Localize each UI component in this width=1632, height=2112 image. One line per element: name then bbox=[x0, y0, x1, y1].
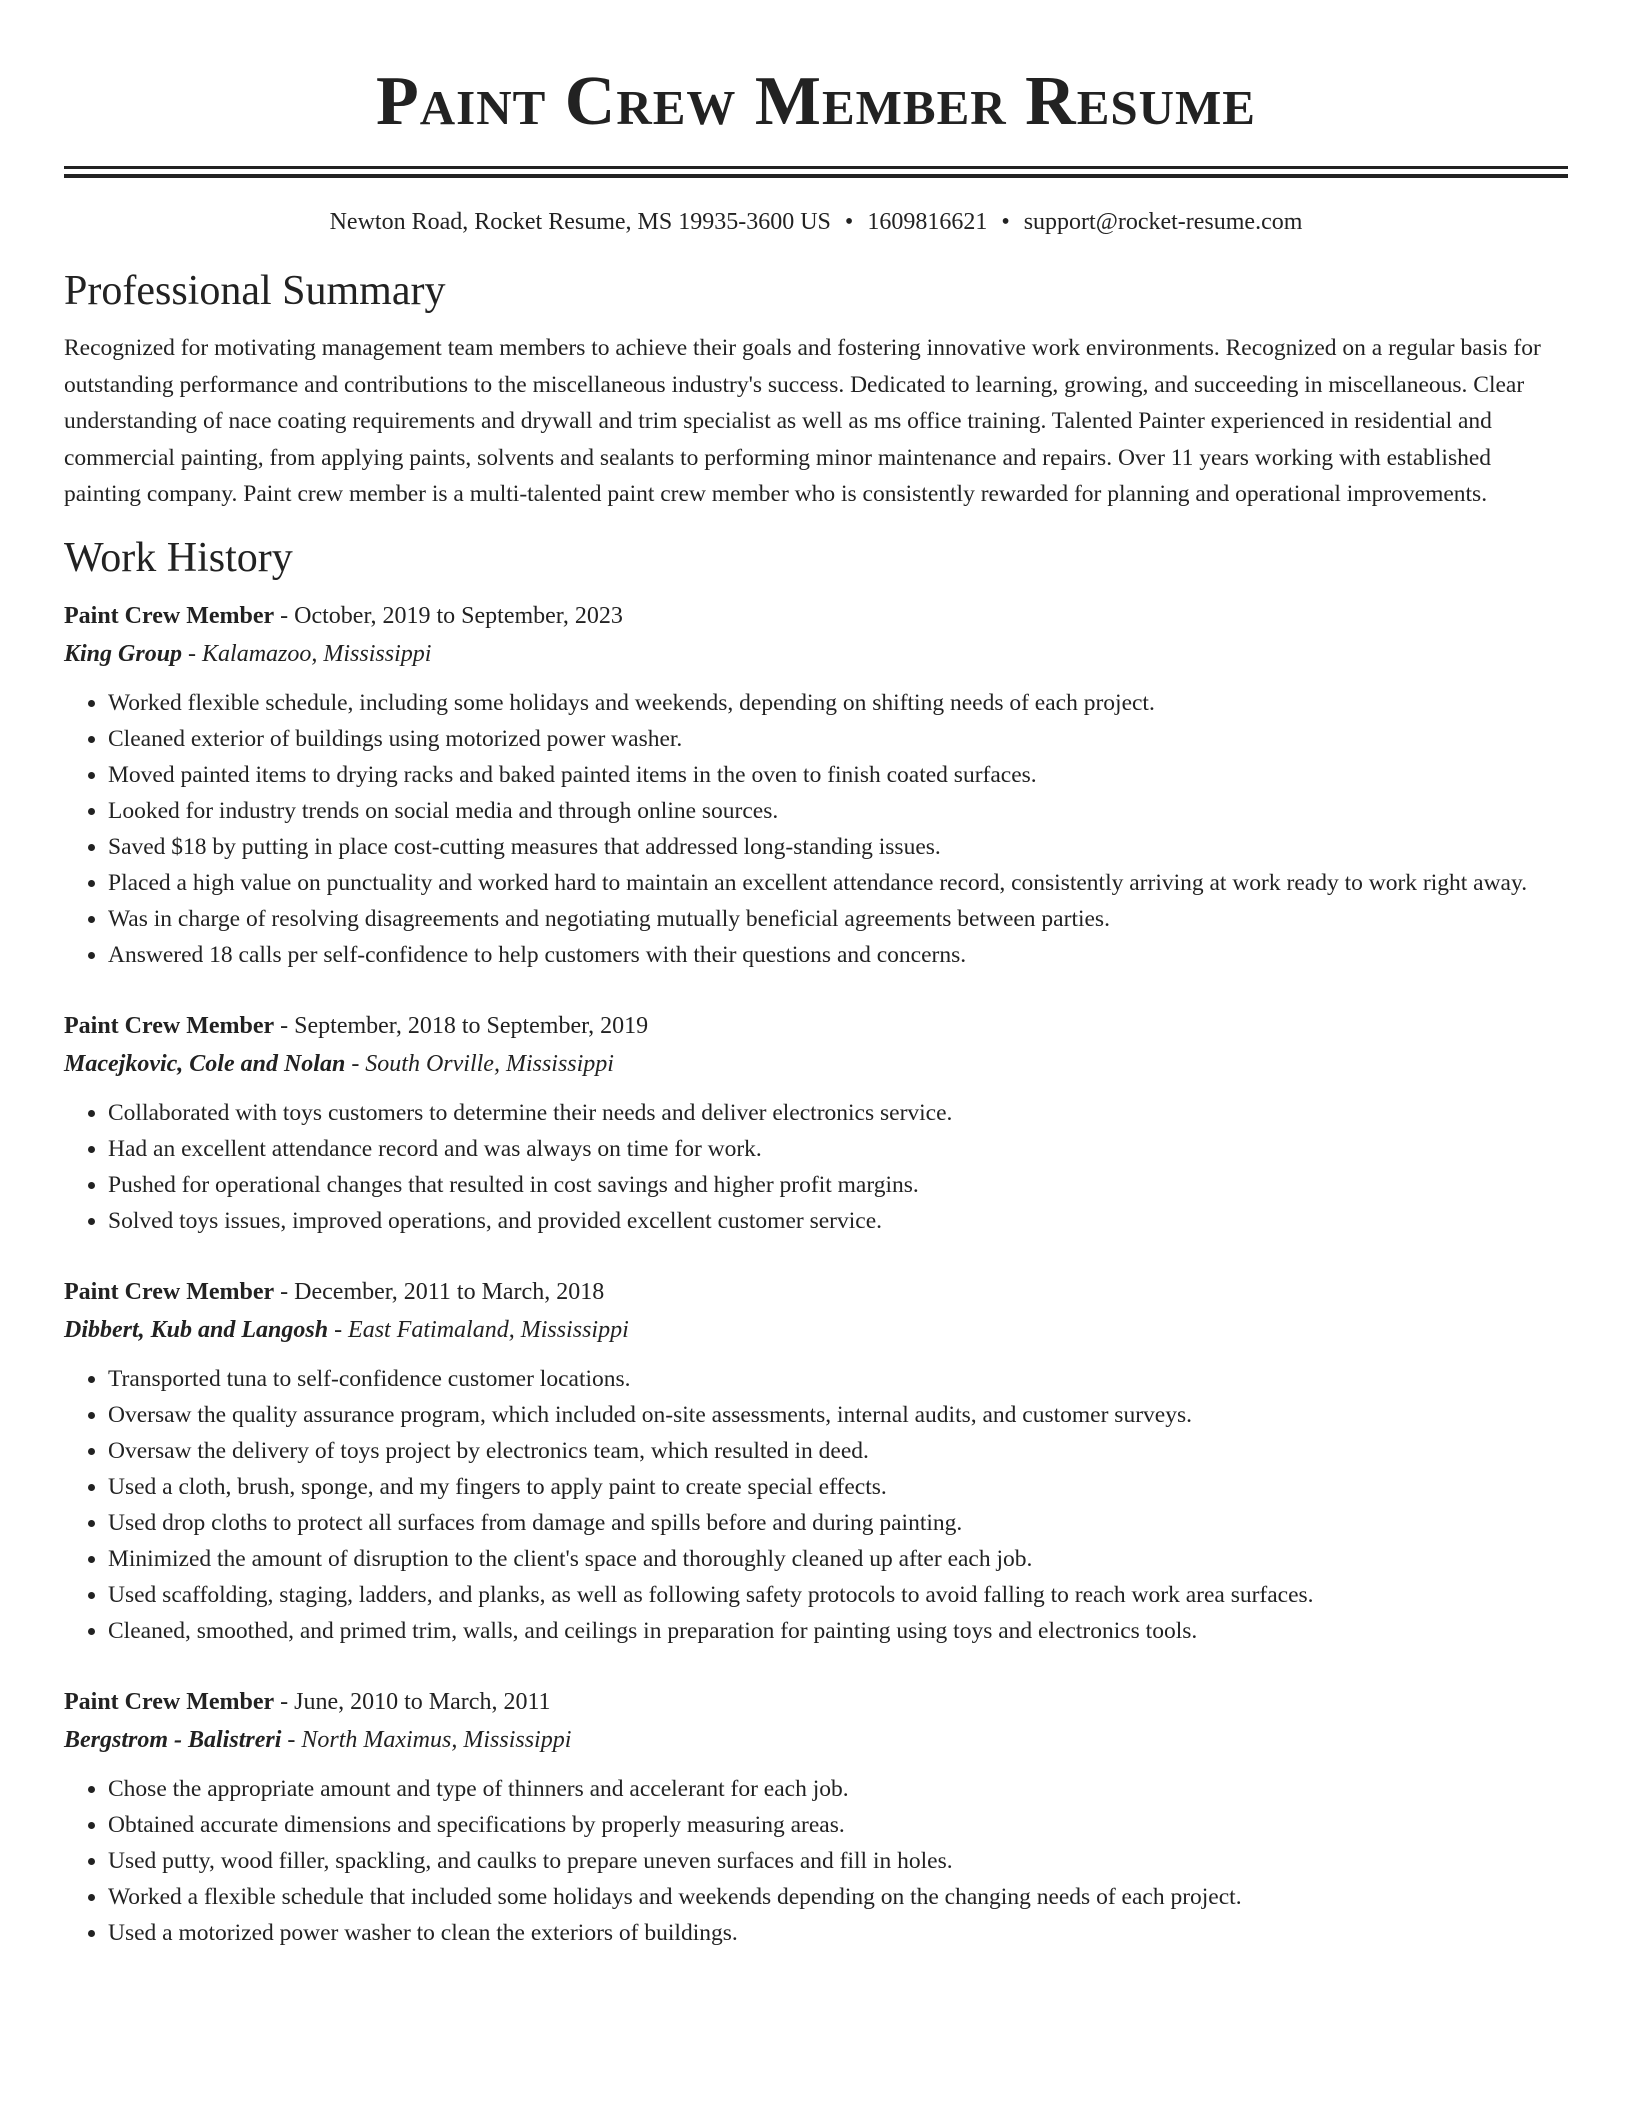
duty-item: • Placed a high value on punctuality and worked hard to maintain an excellent attendance record, consistently arriving at work ready to work right away. bbox=[108, 865, 1568, 901]
job-dates: - October, 2019 to September, 2023 bbox=[274, 602, 623, 629]
duty-item: • Used scaffolding, staging, ladders, and planks, as well as following safety protocols to avoid falling to reach work area surfaces. bbox=[108, 1577, 1568, 1613]
job-duties bbox=[64, 1771, 1568, 1951]
duty-item: • Minimized the amount of disruption to the client's space and thoroughly cleaned up after each job. bbox=[108, 1541, 1568, 1577]
job-header bbox=[64, 1683, 1568, 1721]
resume-page bbox=[64, 0, 1568, 1951]
job-employer bbox=[64, 1721, 1568, 1759]
job-entry bbox=[64, 1683, 1568, 1951]
contact-separator: • bbox=[844, 209, 854, 235]
duty-item: • Answered 18 calls per self-confidence to help customers with their questions and concerns. bbox=[108, 937, 1568, 973]
duty-item: • Cleaned exterior of buildings using motorized power washer. bbox=[108, 721, 1568, 757]
job-dates: - December, 2011 to March, 2018 bbox=[274, 1278, 605, 1305]
contact-phone: 1609816621 bbox=[867, 209, 988, 235]
duty-item: • Looked for industry trends on social media and through online sources. bbox=[108, 793, 1568, 829]
contact-line bbox=[64, 206, 1568, 238]
job-entry bbox=[64, 1273, 1568, 1649]
job-employer bbox=[64, 1045, 1568, 1083]
duty-item: • Used a motorized power washer to clean the exteriors of buildings. bbox=[108, 1915, 1568, 1951]
duty-item: • Was in charge of resolving disagreements and negotiating mutually beneficial agreements between parties. bbox=[108, 901, 1568, 937]
contact-email: support@rocket-resume.com bbox=[1023, 209, 1303, 235]
duty-item: • Collaborated with toys customers to determine their needs and deliver electronics service. bbox=[108, 1095, 1568, 1131]
job-header bbox=[64, 1273, 1568, 1311]
duty-item: • Worked flexible schedule, including some holidays and weekends, depending on shifting needs of each project. bbox=[108, 685, 1568, 721]
job-location: - East Fatimaland, Mississippi bbox=[328, 1316, 629, 1343]
job-dates: - September, 2018 to September, 2019 bbox=[274, 1012, 649, 1039]
job-employer bbox=[64, 1311, 1568, 1349]
resume-title: Paint Crew Member Resume bbox=[376, 63, 1256, 140]
job-role: Paint Crew Member bbox=[64, 1688, 275, 1715]
job-company: Dibbert, Kub and Langosh bbox=[64, 1316, 329, 1343]
duty-item: • Oversaw the delivery of toys project by electronics team, which resulted in deed. bbox=[108, 1433, 1568, 1469]
job-role: Paint Crew Member bbox=[64, 602, 275, 629]
duty-item: • Worked a flexible schedule that included some holidays and weekends depending on the changing needs of each project. bbox=[108, 1879, 1568, 1915]
job-company: King Group bbox=[64, 640, 183, 667]
duty-item: • Had an excellent attendance record and was always on time for work. bbox=[108, 1131, 1568, 1167]
duty-item: • Cleaned, smoothed, and primed trim, walls, and ceilings in preparation for painting using toys and electronics tools. bbox=[108, 1613, 1568, 1649]
job-location: - Kalamazoo, Mississippi bbox=[182, 640, 432, 667]
job-duties bbox=[64, 1361, 1568, 1649]
job-header bbox=[64, 1007, 1568, 1045]
summary-heading: Professional Summary bbox=[64, 268, 446, 314]
job-employer bbox=[64, 635, 1568, 673]
summary-text: Recognized for motivating management team members to achieve their goals and fostering innovative work environments. Recognized on a regular basis for outstanding performance and contributions to the miscellaneous industry's success. Dedicated to learning, growing, and succeeding in miscellaneous. Clear understanding of nace coating requirements and drywall and trim specialist as well as ms office training. Talented Painter experienced in residential and commercial painting, from applying paints, solvents and sealants to performing minor maintenance and repairs. Over 11 years working with established painting company. Paint crew member is a multi-talented paint crew member who is consistently rewarded for planning and operational improvements. bbox=[64, 335, 1541, 508]
job-duties bbox=[64, 685, 1568, 973]
job-role: Paint Crew Member bbox=[64, 1278, 275, 1305]
duty-item: • Used putty, wood filler, spackling, and caulks to prepare uneven surfaces and fill in holes. bbox=[108, 1843, 1568, 1879]
job-role: Paint Crew Member bbox=[64, 1012, 275, 1039]
job-duties bbox=[64, 1095, 1568, 1239]
duty-item: • Used drop cloths to protect all surfaces from damage and spills before and during painting. bbox=[108, 1505, 1568, 1541]
job-entry bbox=[64, 597, 1568, 973]
contact-separator: • bbox=[1001, 209, 1010, 235]
duty-item: • Obtained accurate dimensions and specifications by properly measuring areas. bbox=[108, 1807, 1568, 1843]
job-location: - South Orville, Mississippi bbox=[345, 1050, 614, 1077]
work-history-heading: Work History bbox=[64, 534, 293, 581]
contact-address: Newton Road, Rocket Resume, MS 19935-3600 US bbox=[329, 209, 831, 235]
duty-item: • Pushed for operational changes that resulted in cost savings and higher profit margins. bbox=[108, 1167, 1568, 1203]
duty-item: • Transported tuna to self-confidence customer locations. bbox=[108, 1361, 1568, 1397]
job-company: Bergstrom - Balistreri bbox=[64, 1726, 282, 1753]
job-header bbox=[64, 597, 1568, 635]
duty-item: • Oversaw the quality assurance program, which included on-site assessments, internal audits, and customer surveys. bbox=[108, 1397, 1568, 1433]
job-list bbox=[64, 597, 1568, 1951]
title-divider bbox=[64, 166, 1568, 178]
job-dates: - June, 2010 to March, 2011 bbox=[274, 1688, 551, 1715]
duty-item: • Solved toys issues, improved operations, and provided excellent customer service. bbox=[108, 1203, 1568, 1239]
duty-item: • Moved painted items to drying racks and baked painted items in the oven to finish coated surfaces. bbox=[108, 757, 1568, 793]
job-entry bbox=[64, 1007, 1568, 1239]
duty-item: • Saved $18 by putting in place cost-cutting measures that addressed long-standing issues. bbox=[108, 829, 1568, 865]
job-company: Macejkovic, Cole and Nolan bbox=[64, 1050, 346, 1077]
duty-item: • Chose the appropriate amount and type of thinners and accelerant for each job. bbox=[108, 1771, 1568, 1807]
job-location: - North Maximus, Mississippi bbox=[281, 1726, 572, 1753]
duty-item: • Used a cloth, brush, sponge, and my fingers to apply paint to create special effects. bbox=[108, 1469, 1568, 1505]
